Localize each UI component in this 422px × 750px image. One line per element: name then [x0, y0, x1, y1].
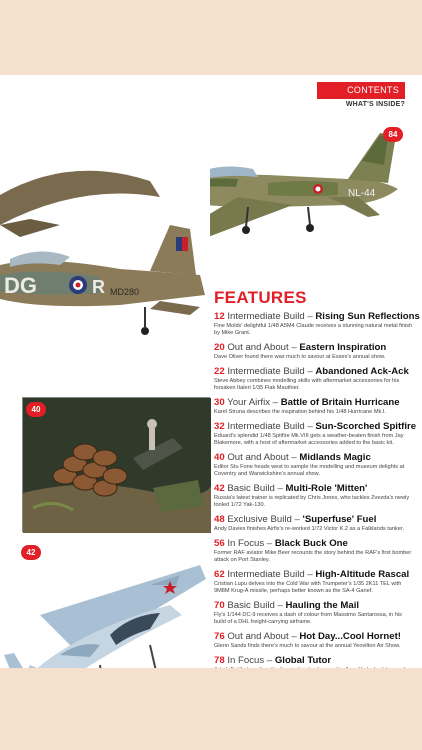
feature-heading: [214, 655, 414, 666]
feature-description: Fly's 1/144 DC-9 receives a dash of colour from Massimo Santarossa, in his build of a DHL freight-carrying airframe.: [214, 612, 402, 625]
feature-page-number: 30: [214, 397, 225, 408]
feature-item[interactable]: [214, 342, 414, 361]
feature-title: Abandoned Ack-Ack: [315, 366, 409, 377]
flak-diorama-image: [22, 397, 210, 532]
feature-title: High-Altitude Rascal: [315, 569, 410, 580]
feature-item[interactable]: [214, 366, 414, 392]
features-section: [214, 288, 420, 717]
feature-description: Cristian Lupu delves into the Cold War with Trumpeter's 1/35 2K11 TEL with 9M8M Krug-A missile, perhaps better known as the SA-4 Ganef.: [214, 581, 402, 594]
feature-heading: [214, 366, 414, 377]
page-badge-40: 40: [26, 402, 46, 417]
feature-category: In Focus –: [227, 538, 273, 549]
spitfire-image: [0, 125, 210, 395]
feature-page-number: 12: [214, 311, 225, 322]
feature-description: Karel Struna describes the inspiration behind his 1/48 Hurricane Mk.I.: [214, 409, 386, 415]
feature-page-number: 76: [214, 631, 225, 642]
feature-title: Midlands Magic: [299, 452, 371, 463]
feature-heading: [214, 421, 417, 432]
page-badge-84: 84: [383, 127, 403, 142]
feature-page-number: 70: [214, 600, 225, 611]
feature-heading: [214, 514, 414, 525]
feature-heading: [214, 538, 414, 549]
feature-item[interactable]: [214, 483, 414, 509]
feature-title: Rising Sun Reflections: [315, 311, 420, 322]
feature-description: Dave Oliver found there was much to savour at Essex's annual show.: [214, 354, 386, 360]
bottom-background-band: [0, 668, 422, 750]
feature-item[interactable]: [214, 452, 414, 478]
feature-page-number: 22: [214, 366, 225, 377]
svg-text:MD280: MD280: [110, 287, 140, 297]
feature-description: Eduard's splendid 1/48 Spitfire Mk.VIII gets a weather-beaten finish from Jay Blakemore, with a host of aftermarket accessories added to the basic kit.: [214, 433, 404, 446]
feature-category: In Focus –: [227, 655, 273, 666]
feature-category: Out and About –: [227, 452, 297, 463]
feature-item[interactable]: [214, 569, 414, 595]
feature-item[interactable]: [214, 311, 420, 337]
feature-title: Global Tutor: [274, 655, 332, 666]
feature-heading: [214, 342, 414, 353]
svg-text:NL-44: NL-44: [348, 188, 376, 199]
feature-heading: [214, 631, 414, 642]
whats-inside-label: WHAT'S INSIDE?: [345, 101, 405, 108]
feature-description: Andy Davies finishes Airfix's re-worked 1/72 Victor K.2 as a Falklands tanker.: [214, 526, 404, 532]
feature-category: Exclusive Build –: [227, 514, 300, 525]
feature-page-number: 20: [214, 342, 225, 353]
feature-page-number: 56: [214, 538, 225, 549]
feature-title: Hot Day...Cool Hornet!: [299, 631, 401, 642]
feature-page-number: 48: [214, 514, 225, 525]
feature-title: Hauling the Mail: [285, 600, 360, 611]
feature-page-number: 40: [214, 452, 225, 463]
feature-title: Multi-Role 'Mitten': [285, 483, 368, 494]
features-list: [214, 311, 420, 712]
feature-item[interactable]: [214, 631, 414, 650]
feature-category: Intermediate Build –: [227, 569, 313, 580]
feature-page-number: 42: [214, 483, 225, 494]
svg-text:DG: DG: [4, 273, 37, 298]
feature-description: Russia's latest trainer is replicated by Chris Jones, who tackles Zvezda's newly tooled 1/72 Yak-130.: [214, 495, 410, 508]
feature-heading: [214, 452, 414, 463]
feature-heading: [214, 569, 414, 580]
feature-heading: [214, 483, 414, 494]
feature-description: Steve Abbey combines modelling skills with aftermarket accessories for his forsaken Italeri 1/35 Flak Mauthier.: [214, 378, 400, 391]
features-title: FEATURES: [214, 288, 307, 307]
feature-category: Out and About –: [227, 631, 297, 642]
magazine-page: [0, 75, 422, 668]
feature-page-number: 78: [214, 655, 225, 666]
feature-heading: [214, 397, 414, 408]
feature-title: 'Superfuse' Fuel: [302, 514, 377, 525]
feature-description: Former RAF aviator Mike Beer recounts the story behind the RAF's first bomber attack on Port Stanley.: [214, 550, 412, 563]
contents-tab: CONTENTS: [317, 82, 405, 99]
feature-category: Basic Build –: [227, 483, 283, 494]
feature-category: Intermediate Build –: [227, 421, 313, 432]
feature-item[interactable]: [214, 397, 414, 416]
feature-description: Fine Molds' delightful 1/48 A5M4 Claude receives a stunning natural metal finish by Mike Grant.: [214, 323, 413, 336]
feature-item[interactable]: [214, 538, 414, 564]
feature-title: Battle of Britain Hurricane: [280, 397, 400, 408]
feature-description: Editor Stu Fone heads west to sample the modelling and museum delights at Coventry and Warwickshire's annual show.: [214, 464, 405, 477]
feature-title: Eastern Inspiration: [299, 342, 387, 353]
feature-title: Black Buck One: [274, 538, 348, 549]
feature-heading: [214, 600, 414, 611]
feature-item[interactable]: [214, 600, 414, 626]
svg-text:R: R: [92, 277, 105, 297]
feature-heading: [214, 311, 420, 322]
feature-item[interactable]: [214, 421, 417, 447]
feature-title: Sun-Scorched Spitfire: [315, 421, 417, 432]
feature-category: Your Airfix –: [227, 397, 279, 408]
feature-category: Intermediate Build –: [227, 311, 313, 322]
page-badge-42: 42: [21, 545, 41, 560]
feature-category: Basic Build –: [227, 600, 283, 611]
feature-page-number: 62: [214, 569, 225, 580]
top-background-band: [0, 0, 422, 75]
feature-description: Glenn Sands finds there's much to savour at the annual Yeovilton Air Show.: [214, 643, 401, 649]
feature-category: Out and About –: [227, 342, 297, 353]
feature-item[interactable]: [214, 514, 414, 533]
feature-page-number: 32: [214, 421, 225, 432]
feature-category: Intermediate Build –: [227, 366, 313, 377]
